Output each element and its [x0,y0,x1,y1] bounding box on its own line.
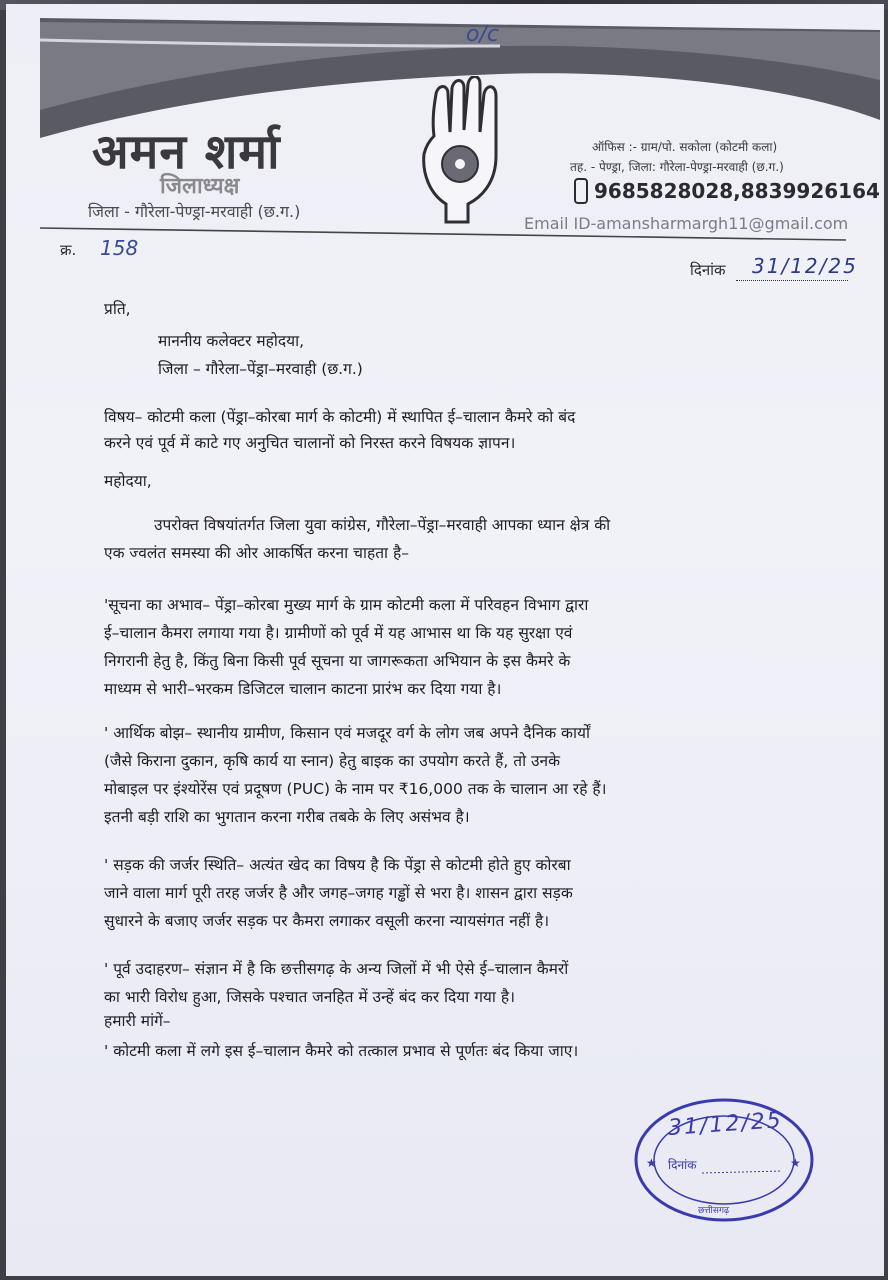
date-value: 31/12/25 [752,254,858,278]
point-line: जाने वाला मार्ग पूरी तरह जर्जर है और जगह–जगह गड्ढों से भरा है। शासन द्वारा सड़क [104,884,573,902]
stamp-state: छत्तीसगढ़ [698,1206,730,1216]
reference-label: क्र. [60,241,77,259]
greeting: महोदया, [104,472,152,490]
phone-row [574,178,880,204]
office-address-line2: तह. - पेण्ड्रा, जिला: गौरेला-पेण्ड्रा-मरवाही (छ.ग.) [570,160,784,174]
phone-icon [574,178,588,204]
point-line: 'सूचना का अभाव– पेंड्रा–कोरबा मुख्य मार्ग के ग्राम कोटमी कला में परिवहन विभाग द्वारा [104,596,589,614]
date-label: दिनांक [690,261,726,279]
point-line: (जैसे किराना दुकान, कृषि कार्य या स्नान) हेतु बाइक का उपयोग करते हैं, तो उनके [104,752,561,770]
addressee-line: जिला – गौरेला–पेंड्रा–मरवाही (छ.ग.) [158,360,363,378]
point-line: का भारी विरोध हुआ, जिसके पश्चात जनहित में उन्हें बंद कर दिया गया है। [104,988,515,1006]
salutation-to: प्रति, [104,300,131,318]
demands-heading: हमारी मांगें– [104,1012,171,1030]
sender-designation: जिलाध्यक्ष [160,174,240,199]
point-line: सुधारने के बजाए जर्जर सड़क पर कैमरा लगाकर वसूली करना न्यायसंगत नहीं है। [104,912,550,930]
point-line: इतनी बड़ी राशि का भुगतान करना गरीब तबके के लिए असंभव है। [104,808,470,826]
stamp-date: 31/12/25 [667,1108,784,1141]
svg-text:★: ★ [790,1156,801,1170]
sender-district: जिला - गौरेला-पेण्ड्रा-मरवाही (छ.ग.) [88,202,301,221]
point-line: निगरानी हेतु है, किंतु बिना किसी पूर्व सूचना या जागरूकता अभियान के इस कैमरे के [104,652,571,670]
intro-line: उपरोक्त विषयांतर्गत जिला युवा कांग्रेस, गौरेला–पेंड्रा–मरवाही आपका ध्यान क्षेत्र की [154,516,611,534]
subject-line: विषय– कोटमी कला (पेंड्रा–कोरबा मार्ग के कोटमी) में स्थापित ई–चालान कैमरे को बंद [104,408,576,426]
sender-name: अमन शर्मा [92,124,281,180]
addressee-line: माननीय कलेक्टर महोदया, [158,332,305,350]
reference-number: 158 [100,236,139,260]
stamp-date-label: दिनांक [668,1158,697,1172]
point-line: ' आर्थिक बोझ– स्थानीय ग्रामीण, किसान एवं मजदूर वर्ग के लोग जब अपने दैनिक कार्यों [104,724,590,742]
subject-line: करने एवं पूर्व में काटे गए अनुचित चालानों को निरस्त करने विषयक ज्ञापन। [104,434,516,452]
hand-symbol-icon [416,76,506,226]
demand-line: ' कोटमी कला में लगे इस ई–चालान कैमरे को तत्काल प्रभाव से पूर्णतः बंद किया जाए। [104,1042,579,1060]
email-address: Email ID-amansharmargh11@gmail.com [524,214,849,233]
point-line: माध्यम से भारी–भरकम डिजिटल चालान काटना प्रारंभ कर दिया गया है। [104,680,502,698]
point-line: ई–चालान कैमरा लगाया गया है। ग्रामीणों को पूर्व में यह आभास था कि यह सुरक्षा एवं [104,624,573,642]
date-dotted-line [736,280,848,281]
phone-numbers: 9685828028,8839926164 [594,179,880,203]
point-line: ' पूर्व उदाहरण– संज्ञान में है कि छत्तीसगढ़ के अन्य जिलों में भी ऐसे ई–चालान कैमरों [104,960,569,978]
intro-line: एक ज्वलंत समस्या की ओर आकर्षित करना चाहता है– [104,544,409,562]
office-copy-mark: o/c [466,22,499,47]
point-line: मोबाइल पर इंश्योरेंस एवं प्रदूषण (PUC) के नाम पर ₹16,000 तक के चालान आ रहे हैं। [104,780,607,798]
svg-text:★: ★ [646,1156,657,1170]
office-address-line1: ऑफिस :- ग्राम/पो. सकोला (कोटमी कला) [592,140,778,154]
point-line: ' सड़क की जर्जर स्थिति– अत्यंत खेद का विषय है कि पेंड्रा से कोटमी होते हुए कोरबा [104,856,571,874]
